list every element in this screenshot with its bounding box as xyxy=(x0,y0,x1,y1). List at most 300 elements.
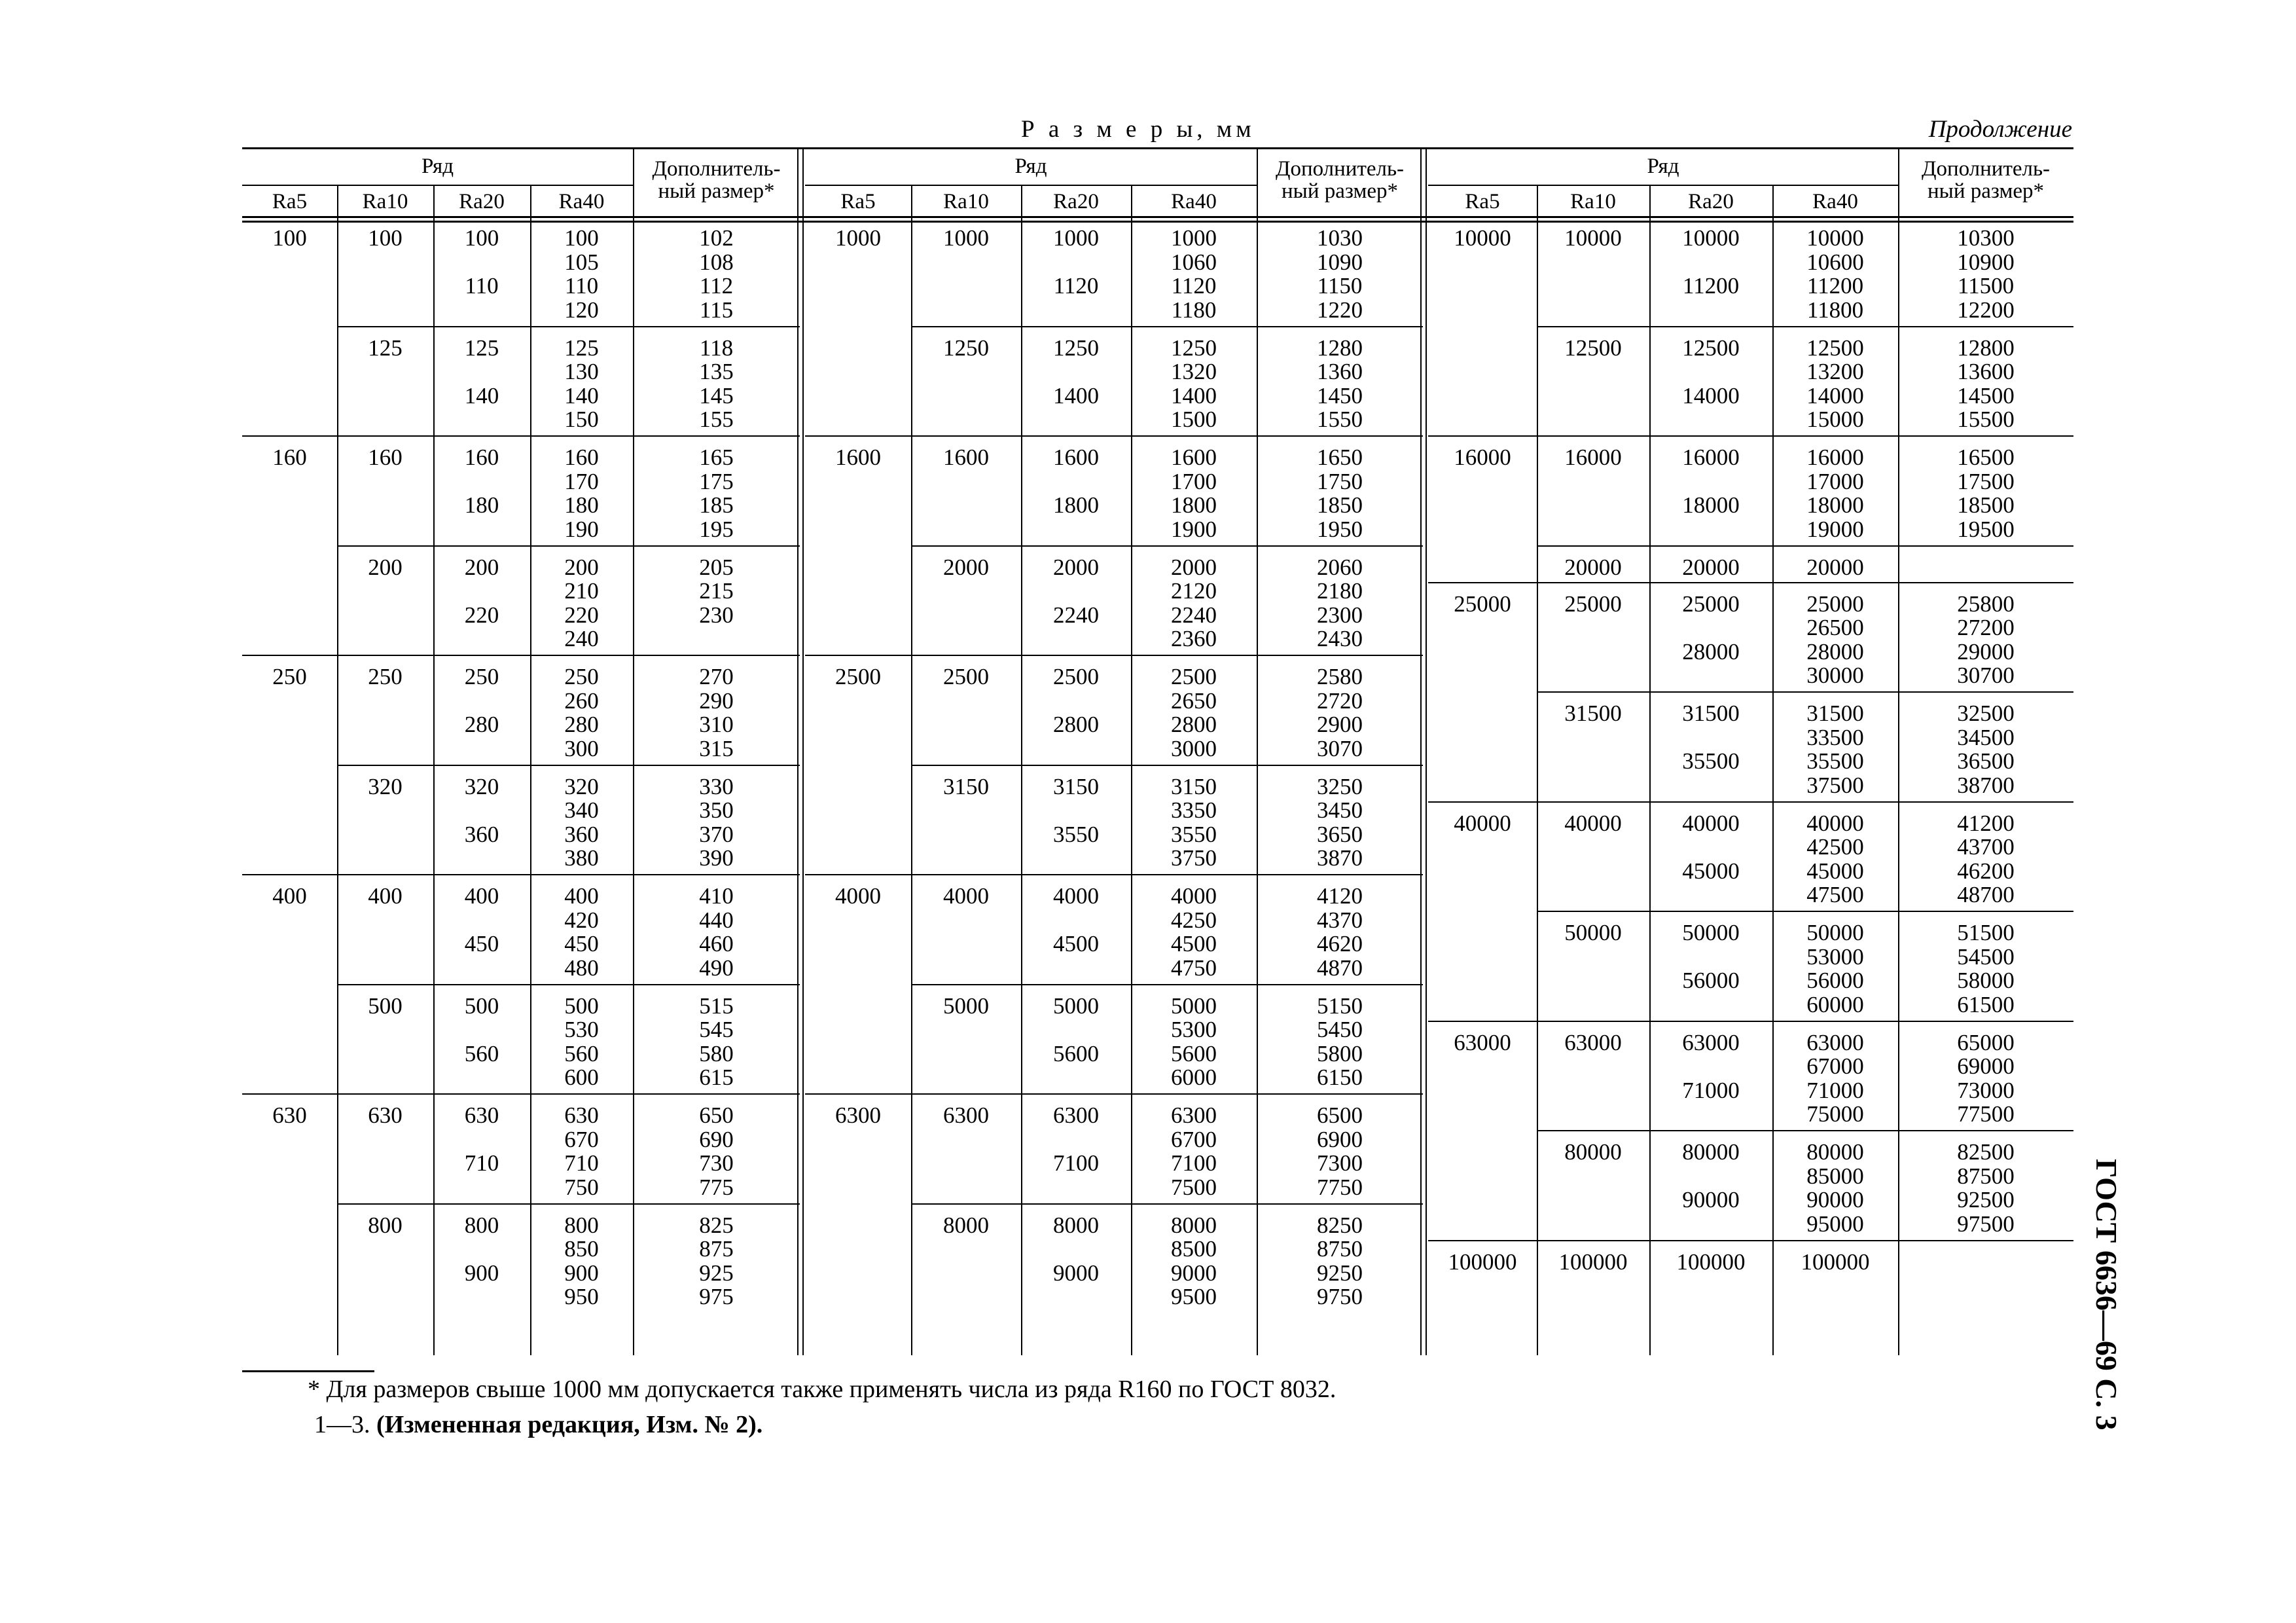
cell-extra: 1220 xyxy=(1317,297,1363,323)
cell-extra: 4870 xyxy=(1317,955,1363,981)
cell-extra: 4620 xyxy=(1317,931,1363,957)
cell-ra40: 125 xyxy=(564,335,599,361)
cell-extra: 185 xyxy=(699,492,734,518)
cell-extra: 41200 xyxy=(1957,810,2015,836)
group-rule xyxy=(802,147,804,1355)
cell-ra40: 380 xyxy=(564,845,599,871)
cell-ra20: 1800 xyxy=(1053,492,1099,518)
cell-ra40: 200 xyxy=(564,554,599,580)
cell-extra: 48700 xyxy=(1957,882,2015,907)
header-extra-line2: ный размер* xyxy=(1928,179,2044,203)
cell-ra40: 150 xyxy=(564,407,599,432)
cell-ra5: 160 xyxy=(272,445,307,470)
cell-ra40: 140 xyxy=(564,382,599,409)
cell-extra: 9750 xyxy=(1317,1284,1363,1309)
header-row-group: Ряд xyxy=(421,155,454,178)
cell-ra20: 560 xyxy=(464,1040,499,1067)
cell-ra20: 9000 xyxy=(1053,1260,1099,1286)
cell-ra20: 160 xyxy=(464,445,499,470)
cell-extra: 5800 xyxy=(1317,1040,1363,1067)
subrow-rule xyxy=(911,984,1423,985)
amendment-note xyxy=(314,1410,762,1439)
cell-ra10: 5000 xyxy=(943,993,989,1019)
cell-extra: 270 xyxy=(699,664,734,689)
header-ra10: Ra10 xyxy=(943,190,989,213)
cell-ra20: 500 xyxy=(464,993,499,1019)
cell-extra: 34500 xyxy=(1957,724,2015,750)
header-mid-rule xyxy=(242,185,633,186)
cell-ra40: 160 xyxy=(564,445,599,470)
cell-ra40: 950 xyxy=(564,1284,599,1309)
cell-ra40: 1500 xyxy=(1171,407,1217,432)
cell-ra5: 2500 xyxy=(835,664,881,689)
cell-extra: 3450 xyxy=(1317,797,1363,823)
cell-ra40: 18000 xyxy=(1806,492,1864,518)
cell-extra: 27200 xyxy=(1957,615,2015,640)
cell-ra10: 250 xyxy=(368,664,403,689)
cell-ra20: 450 xyxy=(464,931,499,957)
cell-ra40: 1600 xyxy=(1171,445,1217,470)
cell-extra: 1090 xyxy=(1317,249,1363,275)
cell-ra40: 400 xyxy=(564,883,599,909)
table-caption: Р а з м е р ы, мм xyxy=(1021,116,1255,143)
header-ra40: Ra40 xyxy=(1171,190,1217,213)
cell-ra40: 630 xyxy=(564,1103,599,1128)
cell-extra: 19500 xyxy=(1957,516,2015,542)
cell-ra40: 7100 xyxy=(1171,1150,1217,1176)
cell-ra10: 2000 xyxy=(943,554,989,580)
subrow-rule xyxy=(337,765,800,766)
cell-ra40: 75000 xyxy=(1806,1101,1864,1127)
cell-ra40: 105 xyxy=(564,249,599,275)
cell-ra40: 40000 xyxy=(1806,810,1864,836)
cell-ra10: 100 xyxy=(368,225,403,251)
cell-extra: 8250 xyxy=(1317,1212,1363,1238)
cell-ra10: 40000 xyxy=(1564,810,1622,836)
cell-ra40: 5000 xyxy=(1171,993,1217,1019)
cell-ra40: 50000 xyxy=(1806,920,1864,945)
cell-ra10: 31500 xyxy=(1564,701,1622,726)
cell-ra20: 5000 xyxy=(1053,993,1099,1019)
cell-extra: 175 xyxy=(699,468,734,494)
cell-ra40: 8500 xyxy=(1171,1236,1217,1262)
cell-extra: 650 xyxy=(699,1103,734,1128)
cell-ra20: 3150 xyxy=(1053,773,1099,799)
cell-extra: 25800 xyxy=(1957,591,2015,617)
cell-ra40: 3350 xyxy=(1171,797,1217,823)
cell-ra40: 2240 xyxy=(1171,602,1217,628)
cell-ra20: 710 xyxy=(464,1150,499,1176)
cell-extra: 29000 xyxy=(1957,638,2015,665)
cell-extra: 370 xyxy=(699,821,734,847)
cell-extra: 43700 xyxy=(1957,834,2015,860)
cell-ra20: 20000 xyxy=(1682,554,1740,580)
cell-extra: 875 xyxy=(699,1236,734,1262)
cell-extra: 975 xyxy=(699,1284,734,1309)
cell-ra40: 80000 xyxy=(1806,1139,1864,1165)
standard-page-label: ГОСТ 6636—69 С. 3 xyxy=(2090,1159,2123,1431)
cell-ra40: 71000 xyxy=(1806,1077,1864,1103)
cell-ra20: 400 xyxy=(464,883,499,909)
header-ra20: Ra20 xyxy=(1053,190,1099,213)
cell-ra20: 35500 xyxy=(1682,748,1740,774)
column-rule xyxy=(1537,185,1538,1355)
cell-extra: 10900 xyxy=(1957,249,2015,275)
cell-ra20: 250 xyxy=(464,664,499,689)
cell-ra40: 42500 xyxy=(1806,834,1864,860)
cell-ra40: 33500 xyxy=(1806,724,1864,750)
cell-ra20: 45000 xyxy=(1682,858,1740,884)
cell-ra40: 3000 xyxy=(1171,735,1217,761)
cell-ra40: 15000 xyxy=(1806,407,1864,432)
cell-ra10: 1600 xyxy=(943,445,989,470)
cell-extra: 2720 xyxy=(1317,687,1363,714)
cell-ra40: 45000 xyxy=(1806,858,1864,884)
cell-ra20: 80000 xyxy=(1682,1139,1740,1165)
cell-ra10: 3150 xyxy=(943,773,989,799)
cell-extra: 1650 xyxy=(1317,445,1363,470)
cell-ra40: 220 xyxy=(564,602,599,628)
cell-extra: 825 xyxy=(699,1212,734,1238)
cell-ra40: 4000 xyxy=(1171,883,1217,909)
cell-extra: 1950 xyxy=(1317,516,1363,542)
cell-extra: 118 xyxy=(699,335,734,361)
cell-ra40: 4750 xyxy=(1171,955,1217,981)
row-rule xyxy=(242,1093,800,1095)
cell-ra40: 8000 xyxy=(1171,1212,1217,1238)
cell-ra20: 180 xyxy=(464,492,499,518)
cell-ra40: 1000 xyxy=(1171,225,1217,251)
cell-ra20: 1600 xyxy=(1053,445,1099,470)
row-rule xyxy=(242,655,800,656)
header-row-group: Ряд xyxy=(1014,155,1047,178)
cell-ra20: 71000 xyxy=(1682,1077,1740,1103)
cell-ra40: 750 xyxy=(564,1174,599,1200)
row-rule xyxy=(242,874,800,875)
cell-ra5: 6300 xyxy=(835,1103,881,1128)
cell-ra20: 12500 xyxy=(1682,335,1740,361)
continuation-label: Продолжение xyxy=(1928,116,2072,143)
amendment-text: (Измененная редакция, Изм. № 2). xyxy=(376,1411,763,1438)
cell-ra10: 4000 xyxy=(943,883,989,909)
column-rule xyxy=(337,185,338,1355)
subrow-rule xyxy=(1537,691,2073,693)
header-mid-rule xyxy=(1428,185,1898,186)
subrow-rule xyxy=(1537,326,2073,327)
cell-extra: 3870 xyxy=(1317,845,1363,871)
cell-ra40: 19000 xyxy=(1806,516,1864,542)
cell-extra: 145 xyxy=(699,382,734,409)
cell-extra: 5450 xyxy=(1317,1017,1363,1042)
cell-ra10: 50000 xyxy=(1564,920,1622,945)
cell-extra: 4120 xyxy=(1317,883,1363,909)
cell-ra10: 12500 xyxy=(1564,335,1622,361)
cell-ra40: 3150 xyxy=(1171,773,1217,799)
cell-ra40: 3750 xyxy=(1171,845,1217,871)
cell-ra20: 25000 xyxy=(1682,591,1740,617)
cell-ra10: 200 xyxy=(368,554,403,580)
subrow-rule xyxy=(337,984,800,985)
cell-ra20: 2240 xyxy=(1053,602,1099,628)
cell-ra40: 11200 xyxy=(1806,273,1864,299)
cell-ra20: 100000 xyxy=(1676,1249,1746,1275)
subrow-rule xyxy=(911,1203,1423,1205)
group-rule xyxy=(1426,147,1427,1355)
cell-ra40: 6700 xyxy=(1171,1126,1217,1152)
cell-extra: 615 xyxy=(699,1065,734,1090)
cell-extra: 13600 xyxy=(1957,359,2015,384)
cell-ra40: 25000 xyxy=(1806,591,1864,617)
cell-ra20: 28000 xyxy=(1682,638,1740,665)
cell-ra10: 16000 xyxy=(1564,445,1622,470)
row-rule xyxy=(1428,435,2073,437)
cell-ra20: 800 xyxy=(464,1212,499,1238)
cell-ra40: 28000 xyxy=(1806,638,1864,665)
cell-ra10: 2500 xyxy=(943,664,989,689)
cell-ra40: 1320 xyxy=(1171,359,1217,384)
cell-extra: 15500 xyxy=(1957,407,2015,432)
cell-ra40: 12500 xyxy=(1806,335,1864,361)
cell-extra: 390 xyxy=(699,845,734,871)
amendment-prefix: 1—3. xyxy=(314,1411,370,1438)
cell-extra: 87500 xyxy=(1957,1163,2015,1189)
cell-extra: 205 xyxy=(699,554,734,580)
row-rule xyxy=(1428,1021,2073,1022)
cell-ra40: 2500 xyxy=(1171,664,1217,689)
cell-ra40: 110 xyxy=(564,273,599,299)
cell-ra20: 4500 xyxy=(1053,931,1099,957)
cell-ra40: 2000 xyxy=(1171,554,1217,580)
cell-extra: 51500 xyxy=(1957,920,2015,945)
cell-ra10: 6300 xyxy=(943,1103,989,1128)
cell-extra: 490 xyxy=(699,955,734,981)
cell-ra40: 30000 xyxy=(1806,663,1864,688)
subrow-rule xyxy=(337,1203,800,1205)
cell-ra40: 2120 xyxy=(1171,578,1217,604)
cell-ra40: 13200 xyxy=(1806,359,1864,384)
cell-ra40: 67000 xyxy=(1806,1053,1864,1079)
cell-ra40: 11800 xyxy=(1806,297,1864,323)
cell-ra40: 3550 xyxy=(1171,821,1217,847)
row-rule xyxy=(805,1093,1423,1095)
cell-extra: 515 xyxy=(699,993,734,1019)
cell-ra20: 200 xyxy=(464,554,499,580)
cell-extra: 10300 xyxy=(1957,225,2015,251)
cell-ra40: 1120 xyxy=(1171,273,1217,299)
cell-extra: 58000 xyxy=(1957,968,2015,993)
cell-extra: 7750 xyxy=(1317,1174,1363,1200)
cell-ra20: 360 xyxy=(464,821,499,847)
cell-ra10: 630 xyxy=(368,1103,403,1128)
cell-ra20: 2800 xyxy=(1053,712,1099,737)
cell-ra40: 530 xyxy=(564,1017,599,1042)
cell-ra40: 10600 xyxy=(1806,249,1864,275)
cell-ra40: 53000 xyxy=(1806,943,1864,970)
cell-extra: 1450 xyxy=(1317,382,1363,409)
cell-extra: 730 xyxy=(699,1150,734,1176)
cell-ra20: 14000 xyxy=(1682,382,1740,409)
cell-ra40: 16000 xyxy=(1806,445,1864,470)
cell-extra: 6500 xyxy=(1317,1103,1363,1128)
cell-extra: 9250 xyxy=(1317,1260,1363,1286)
header-ra20: Ra20 xyxy=(1688,190,1734,213)
column-rule xyxy=(433,185,435,1355)
cell-extra: 135 xyxy=(699,359,734,384)
header-row-group: Ряд xyxy=(1647,155,1679,178)
cell-ra20: 1250 xyxy=(1053,335,1099,361)
cell-extra: 1280 xyxy=(1317,335,1363,361)
cell-extra: 17500 xyxy=(1957,468,2015,494)
header-ra5: Ra5 xyxy=(272,190,308,213)
cell-extra: 61500 xyxy=(1957,991,2015,1017)
cell-ra40: 180 xyxy=(564,492,599,518)
cell-ra40: 250 xyxy=(564,664,599,689)
cell-ra40: 7500 xyxy=(1171,1174,1217,1200)
cell-ra20: 8000 xyxy=(1053,1212,1099,1238)
cell-ra40: 1400 xyxy=(1171,382,1217,409)
cell-ra10: 800 xyxy=(368,1212,403,1238)
row-rule xyxy=(1428,1240,2073,1241)
cell-ra40: 340 xyxy=(564,797,599,823)
cell-ra40: 500 xyxy=(564,993,599,1019)
row-rule xyxy=(242,435,800,437)
cell-extra: 1550 xyxy=(1317,407,1363,432)
cell-extra: 2900 xyxy=(1317,712,1363,737)
cell-ra20: 18000 xyxy=(1682,492,1740,518)
subrow-rule xyxy=(911,326,1423,327)
cell-extra: 440 xyxy=(699,907,734,933)
subrow-rule xyxy=(1537,545,2073,547)
cell-ra20: 1120 xyxy=(1053,273,1099,299)
cell-ra40: 600 xyxy=(564,1065,599,1090)
cell-ra5: 63000 xyxy=(1454,1029,1511,1055)
cell-extra: 1030 xyxy=(1317,225,1363,251)
cell-ra40: 670 xyxy=(564,1126,599,1152)
cell-extra: 350 xyxy=(699,797,734,823)
cell-extra: 460 xyxy=(699,931,734,957)
cell-ra10: 10000 xyxy=(1564,225,1622,251)
column-rule xyxy=(1021,185,1022,1355)
cell-extra: 12800 xyxy=(1957,335,2015,361)
row-rule xyxy=(805,435,1423,437)
cell-ra40: 4250 xyxy=(1171,907,1217,933)
cell-ra20: 630 xyxy=(464,1103,499,1128)
cell-ra40: 210 xyxy=(564,578,599,604)
cell-ra20: 100 xyxy=(464,225,499,251)
cell-ra40: 710 xyxy=(564,1150,599,1176)
cell-ra20: 40000 xyxy=(1682,810,1740,836)
cell-ra5: 100000 xyxy=(1448,1249,1517,1275)
header-ra5: Ra5 xyxy=(1465,190,1500,213)
cell-ra40: 2800 xyxy=(1171,712,1217,737)
cell-ra40: 26500 xyxy=(1806,615,1864,640)
cell-extra: 1150 xyxy=(1317,273,1363,299)
cell-ra20: 16000 xyxy=(1682,445,1740,470)
cell-ra5: 1000 xyxy=(835,225,881,251)
cell-ra5: 40000 xyxy=(1454,810,1511,836)
cell-ra10: 160 xyxy=(368,445,403,470)
cell-ra40: 1250 xyxy=(1171,335,1217,361)
cell-extra: 2060 xyxy=(1317,554,1363,580)
cell-ra10: 320 xyxy=(368,773,403,799)
cell-extra: 97500 xyxy=(1957,1211,2015,1237)
cell-ra40: 320 xyxy=(564,773,599,799)
cell-ra40: 9500 xyxy=(1171,1284,1217,1309)
cell-extra: 69000 xyxy=(1957,1053,2015,1079)
cell-ra40: 85000 xyxy=(1806,1163,1864,1189)
cell-ra40: 280 xyxy=(564,712,599,737)
row-rule xyxy=(805,874,1423,875)
cell-extra: 30700 xyxy=(1957,663,2015,688)
cell-ra40: 240 xyxy=(564,626,599,651)
cell-extra: 54500 xyxy=(1957,943,2015,970)
cell-extra: 290 xyxy=(699,687,734,714)
cell-ra40: 260 xyxy=(564,687,599,714)
cell-extra: 2300 xyxy=(1317,602,1363,628)
cell-ra40: 560 xyxy=(564,1040,599,1067)
cell-ra40: 60000 xyxy=(1806,991,1864,1017)
cell-ra10: 1000 xyxy=(943,225,989,251)
header-extra-line1: Дополнитель- xyxy=(1275,157,1405,181)
cell-ra40: 190 xyxy=(564,516,599,542)
cell-extra: 925 xyxy=(699,1260,734,1286)
cell-ra10: 500 xyxy=(368,993,403,1019)
cell-ra20: 50000 xyxy=(1682,920,1740,945)
cell-extra: 102 xyxy=(699,225,734,251)
cell-ra5: 630 xyxy=(272,1103,307,1128)
cell-ra40: 37500 xyxy=(1806,772,1864,798)
cell-ra40: 300 xyxy=(564,735,599,761)
cell-ra40: 1800 xyxy=(1171,492,1217,518)
cell-ra20: 56000 xyxy=(1682,968,1740,993)
cell-ra20: 2500 xyxy=(1053,664,1099,689)
cell-ra40: 5600 xyxy=(1171,1040,1217,1067)
subrow-rule xyxy=(337,545,800,547)
cell-ra20: 2000 xyxy=(1053,554,1099,580)
cell-ra20: 4000 xyxy=(1053,883,1099,909)
cell-extra: 16500 xyxy=(1957,445,2015,470)
cell-ra20: 6300 xyxy=(1053,1103,1099,1128)
cell-extra: 8750 xyxy=(1317,1236,1363,1262)
cell-ra10: 25000 xyxy=(1564,591,1622,617)
cell-ra40: 1180 xyxy=(1171,297,1217,323)
cell-ra40: 2650 xyxy=(1171,687,1217,714)
cell-extra: 77500 xyxy=(1957,1101,2015,1127)
cell-extra: 410 xyxy=(699,883,734,909)
cell-ra40: 130 xyxy=(564,359,599,384)
cell-ra20: 125 xyxy=(464,335,499,361)
footnote-rule xyxy=(242,1370,374,1372)
cell-ra40: 9000 xyxy=(1171,1260,1217,1286)
header-extra-line1: Дополнитель- xyxy=(1921,157,2051,181)
cell-ra20: 140 xyxy=(464,382,499,409)
cell-ra40: 4500 xyxy=(1171,931,1217,957)
cell-ra40: 17000 xyxy=(1806,468,1864,494)
cell-extra: 18500 xyxy=(1957,492,2015,518)
subrow-rule xyxy=(911,545,1423,547)
cell-ra40: 6300 xyxy=(1171,1103,1217,1128)
cell-ra40: 90000 xyxy=(1806,1187,1864,1213)
cell-ra40: 800 xyxy=(564,1212,599,1238)
cell-ra40: 31500 xyxy=(1806,701,1864,726)
cell-ra40: 56000 xyxy=(1806,968,1864,993)
footnote: * Для размеров свыше 1000 мм допускается также применять числа из ряда R160 по ГОСТ 8032. xyxy=(308,1376,1336,1403)
cell-extra: 2180 xyxy=(1317,578,1363,604)
header-extra-line2: ный размер* xyxy=(1282,179,1398,203)
cell-ra20: 63000 xyxy=(1682,1029,1740,1055)
cell-ra40: 360 xyxy=(564,821,599,847)
cell-ra5: 16000 xyxy=(1454,445,1511,470)
